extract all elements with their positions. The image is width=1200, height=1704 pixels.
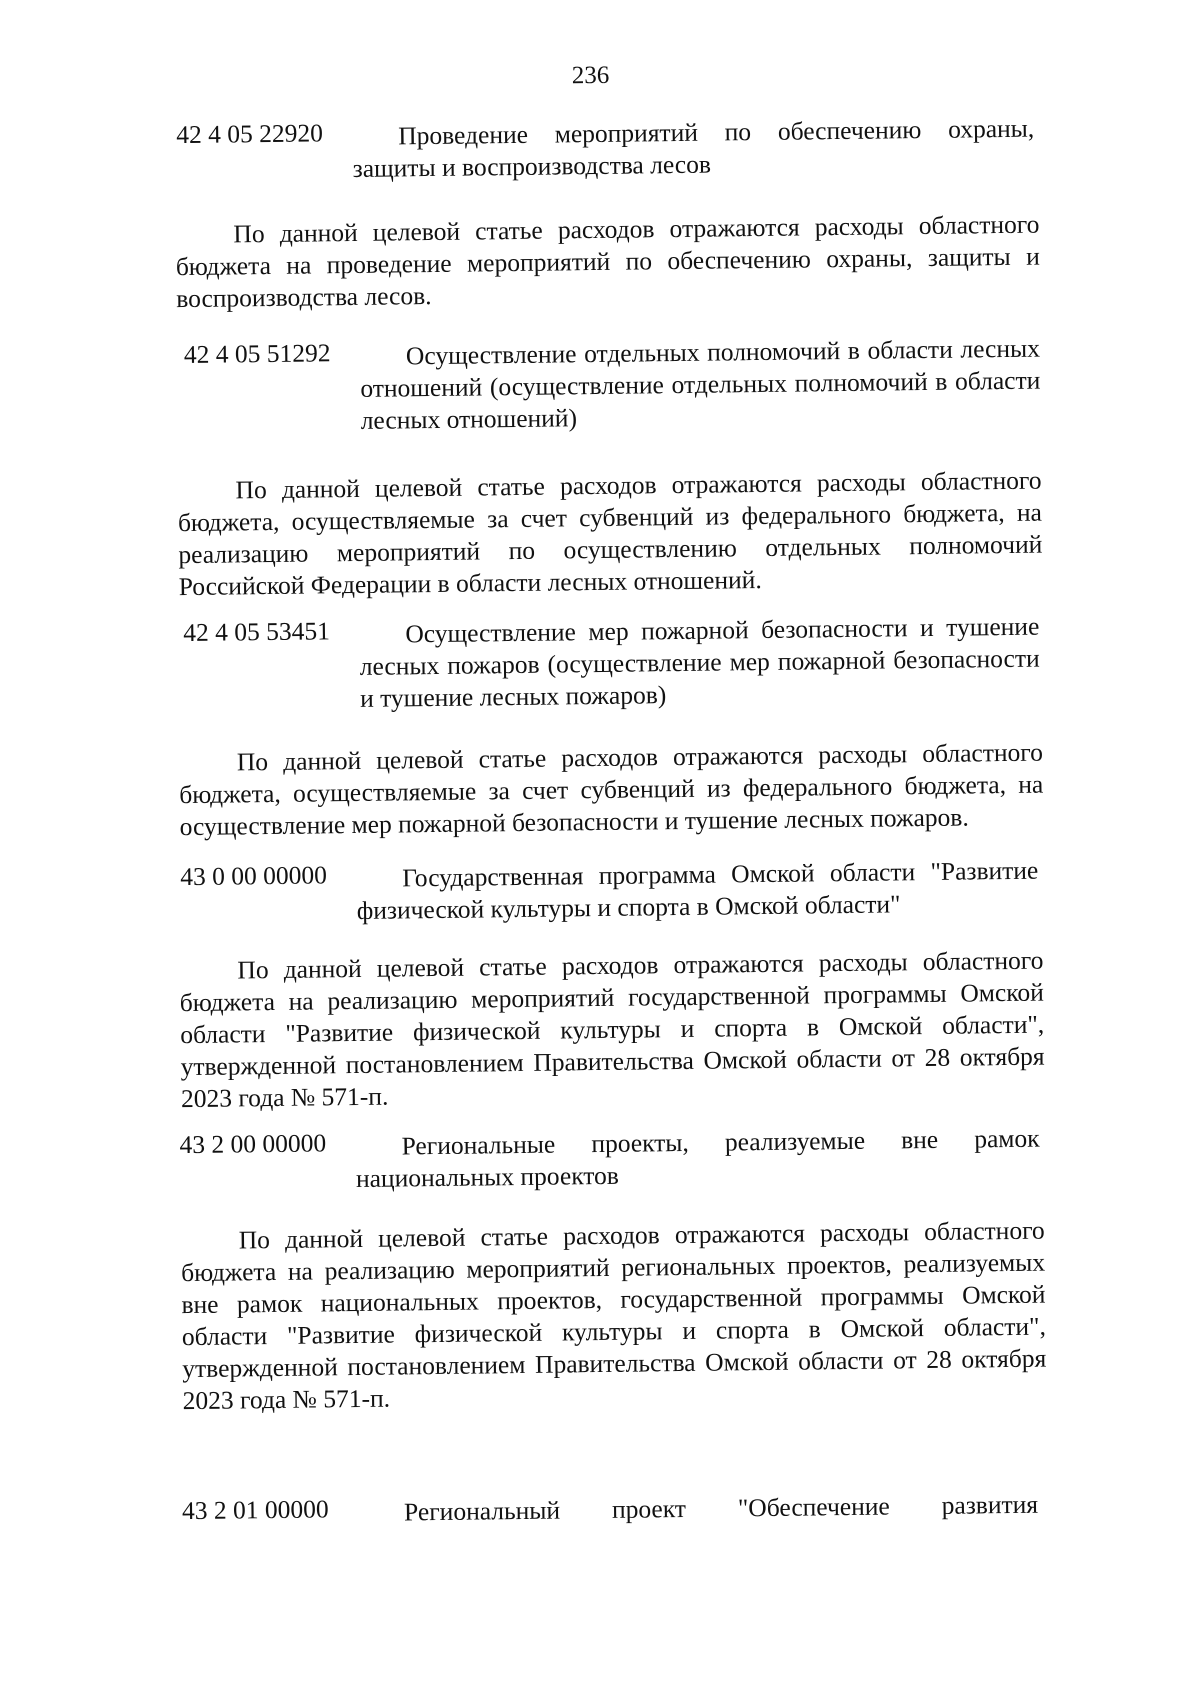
budget-entry — [179, 1119, 1040, 1200]
budget-code: 43 2 01 00000 — [181, 1494, 329, 1526]
budget-entry — [184, 329, 1045, 439]
budget-entry-title: Проведение мероприятий по обеспечению охраны, защиты и воспроизводства лесов — [352, 113, 1035, 183]
budget-entry-description: По данной целевой статье расходов отражаются расходы областного бюджета, осуществляемые за счет субвенций из федерального бюджета, на осуществление мер пожарной безопасности и тушение лесных пожаров. — [179, 737, 1044, 842]
budget-entry — [180, 851, 1041, 932]
budget-code: 43 2 00 00000 — [179, 1128, 327, 1160]
budget-entry — [182, 1485, 1042, 1536]
budget-entry — [176, 109, 1037, 190]
budget-entry-description: По данной целевой статье расходов отражаются расходы областного бюджета на реализацию мероприятий региональных проектов, реализуемых вне рамок национальных проектов, государственной программы Омской области "Развитие физической культуры и спорта в Омской области", утвержденной постановлением Правительства Омской области от 28 октября 2023 года № 571-п. — [180, 1215, 1047, 1416]
budget-entry — [183, 607, 1044, 717]
budget-code: 42 4 05 51292 — [183, 338, 331, 370]
budget-entry-title: Осуществление мер пожарной безопасности и тушение лесных пожаров (осуществление мер пожарной безопасности и тушение лесных пожаров) — [359, 611, 1040, 713]
budget-code: 43 0 00 00000 — [180, 860, 328, 892]
budget-code: 42 4 05 22920 — [176, 118, 324, 150]
budget-entry-title: Региональные проекты, реализуемые вне рамок национальных проектов — [355, 1123, 1040, 1194]
budget-entry-description: По данной целевой статье расходов отражаются расходы областного бюджета на проведение мероприятий по обеспечению охраны, защиты и воспроизводства лесов. — [175, 209, 1040, 314]
budget-entry-title: Государственная программа Омской области "Развитие физической культуры и спорта в Омской области" — [356, 855, 1039, 925]
budget-entry-description: По данной целевой статье расходов отражаются расходы областного бюджета на реализацию мероприятий государственной программы Омской области "Развитие физической культуры и спорта в Омской области", утвержденной постановлением Правительства Омской области от 28 октября 2023 года № 571-п. — [179, 945, 1045, 1114]
budget-code: 42 4 05 53451 — [183, 616, 331, 648]
budget-entry-title: Региональный проект "Обеспечение развития — [403, 1489, 1039, 1527]
page-number: 236 — [571, 61, 610, 90]
budget-entry-title: Осуществление отдельных полномочий в области лесных отношений (осуществление отдельных полномочий в области лесных отношений) — [360, 333, 1041, 435]
budget-entry-description: По данной целевой статье расходов отражаются расходы областного бюджета, осуществляемые за счет субвенций из федерального бюджета, на реализацию мероприятий по осуществлению отдельных полномочий Российской Федерации в области лесных отношений. — [177, 465, 1043, 602]
